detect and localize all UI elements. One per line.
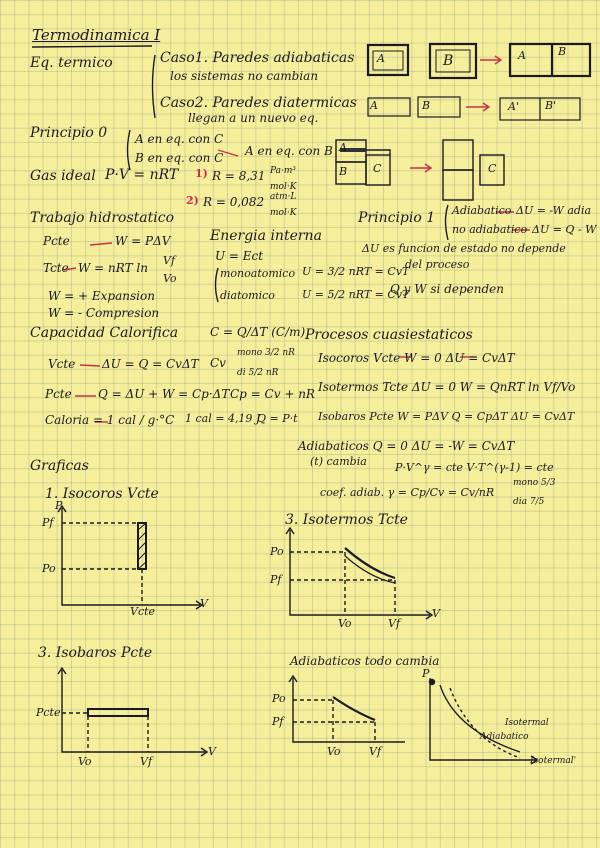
graph1-v: V [200,597,208,610]
p0-box-b: B [339,165,348,178]
trabajo-vf: Vf [163,254,176,267]
graph4-isotermal2: Isotermal' [530,756,577,766]
trabajo-tcte-res: W = nRT ln [78,261,148,275]
box-a2-dia: A' [508,100,519,113]
arrow-vcte [80,365,100,366]
box-b-label: B [443,53,454,69]
p0-box-a: A [339,141,347,154]
p1-qw: Q y W si dependen [390,282,505,296]
graph1-vcte: Vcte [130,605,156,618]
p1-no-adiabatico-res: ΔU = Q - W [532,223,597,236]
procesos-adiabaticos: Adiabaticos Q = 0 ΔU = -W = CvΔT [298,439,515,453]
gas-n1: 1) [195,167,208,180]
trabajo-pcte-res: W = PΔV [115,234,171,248]
graph3-vo: Vo [78,755,92,768]
principio1-label: Principio 1 [358,210,436,226]
gas-r1-den: mol·K [270,182,297,192]
graph2-po: Po [270,545,284,558]
graph2-vf: Vf [388,617,401,630]
graph4-adiabatico: Adiabatico [480,732,529,742]
gas-ideal-label: Gas ideal [30,168,96,184]
principio0-line2: B en eq. con C [135,151,224,165]
graph2-title: 3. Isotermos Tcte [285,512,408,528]
capacidad-cv-di: di 5/2 nR [237,368,279,378]
graph-isobaros [58,668,207,756]
energia-di: diatomico [220,289,275,302]
box-a-dia: A [370,99,378,112]
box-a-result: A [518,49,526,62]
bracket-principio0 [128,130,131,170]
principio0-line1: A en eq. con C [135,132,224,146]
graph2-vo: Vo [338,617,352,630]
capacidad-caloria: Caloria = 1 cal / g·°C [45,413,175,427]
energia-label: Energia interna [210,228,322,244]
capacidad-pcte: Pcte [45,387,72,401]
arrow-pcte [90,243,112,245]
procesos-gamma-mono: mono 5/3 [513,478,556,488]
graph1-pf: Pf [42,516,54,529]
gas-r1-num: Pa·m³ [270,166,297,176]
title-underline [32,46,152,47]
graph3-v: V [208,745,216,758]
capacidad-c: C = Q/ΔT (C/m) [210,325,306,339]
procesos-todo-cambia: (t) cambia [310,455,367,468]
graph-adiabaticos-1 [289,676,405,742]
gas-r2-den: mol·K [270,208,297,218]
procesos-gamma-di: dia 7/5 [513,497,545,507]
page-title: Termodinamica I [32,26,161,44]
energia-u: U = Ect [215,249,264,263]
gas-n2: 2) [186,194,199,207]
graph2-pf: Pf [270,573,282,586]
box-a-label: A [377,52,385,65]
p1-no-adiabatico: no adiabatico [452,223,528,236]
graficas-label: Graficas [30,458,89,474]
graph-isocoros [58,506,202,609]
procesos-isotermos: Isotermos Tcte ΔU = 0 W = QnRT ln Vf/Vo [318,380,576,394]
eq-caso1b: los sistemas no cambian [170,69,319,83]
bracket-principio1 [446,205,449,240]
p1-adiabatico-res: ΔU = -W adia [516,204,592,217]
eq-caso1: Caso1. Paredes adiabaticas [160,50,355,66]
trabajo-tcte: Tcte [43,261,69,275]
graph4-isotermal: Isotermal [505,718,549,728]
gas-r1: R = 8,31 [212,169,266,183]
trabajo-vo: Vo [163,272,177,285]
trabajo-pcte: Pcte [43,234,70,248]
graph4-p: P [422,667,430,680]
box-b-dia: B [422,99,431,112]
p1-funcion: ΔU es funcion de estado no depende [362,242,566,255]
capacidad-cp: Cp = Cv + nR [230,387,315,401]
p0-box-c2: C [488,162,497,175]
graph4-vo: Vo [327,745,341,758]
trabajo-comp: W = - Compresion [48,306,160,320]
box-b-result: B [558,45,567,58]
p1-adiabatico: Adiabatico [452,204,512,217]
capacidad-cv-mono: mono 3/2 nR [237,348,295,358]
graph3-title: 3. Isobaros Pcte [38,645,153,661]
capacidad-vcte-res: ΔU = Q = CvΔT [102,357,199,371]
p0-box-c: C [373,162,382,175]
graph1-title: 1. Isocoros Vcte [45,486,159,502]
graph4-vf: Vf [369,745,382,758]
gas-ideal-formula: P·V = nRT [105,167,179,183]
p1-funcion2: del proceso [405,258,470,271]
graph2-v: V [432,607,440,620]
gas-r2-num: atm·L [270,192,297,202]
principio0-result: A en eq. con B [245,144,333,158]
capacidad-cal-eq: 1 cal = 4,19 J [185,412,261,425]
capacidad-label: Capacidad Calorifica [30,325,179,341]
eq-termico-label: Eq. termico [30,55,113,71]
trabajo-label: Trabajo hidrostatico [30,210,175,226]
procesos-isobaros: Isobaros Pcte W = PΔV Q = CpΔT ΔU = CvΔT [318,410,575,423]
graph3-vf: Vf [140,755,153,768]
capacidad-cv: Cv [210,356,226,370]
bracket-energia [216,268,219,302]
box-b2-dia: B' [545,99,557,112]
graph1-p: P [55,499,63,512]
gas-r2: R = 0,082 [203,195,265,209]
energia-di-res: U = 5/2 nRT = CvT [302,288,410,301]
capacidad-q-pt: Q = P·t [257,412,298,425]
capacidad-pcte-res: Q = ΔU + W = Cp·ΔT [98,387,230,401]
procesos-pv: P·V^γ = cte V·T^(γ-1) = cte [395,461,554,474]
bracket-eq-termico [153,55,156,118]
capacidad-vcte: Vcte [48,357,76,371]
procesos-label: Procesos cuasiestaticos [305,327,473,343]
energia-mono: monoatomico [220,267,296,280]
eq-caso2: Caso2. Paredes diatermicas [160,95,357,111]
graph4-po: Po [272,692,286,705]
eq-caso2b: llegan a un nuevo eq. [188,111,319,125]
graph3-pcte: Pcte [36,706,61,719]
procesos-coef: coef. adiab. γ = Cp/Cv = Cv/nR [320,486,495,499]
graph4-title: Adiabaticos todo cambia [290,654,440,668]
graph4-pf: Pf [272,715,284,728]
trabajo-exp: W = + Expansion [48,289,155,303]
energia-mono-res: U = 3/2 nRT = CvT [302,265,410,278]
boxes-adiabatic [368,44,590,78]
procesos-isocoros: Isocoros Vcte W = 0 ΔU = CvΔT [318,351,515,365]
principio0-label: Principio 0 [30,125,108,141]
graph1-po: Po [42,562,56,575]
graph-isotermos [286,528,432,619]
